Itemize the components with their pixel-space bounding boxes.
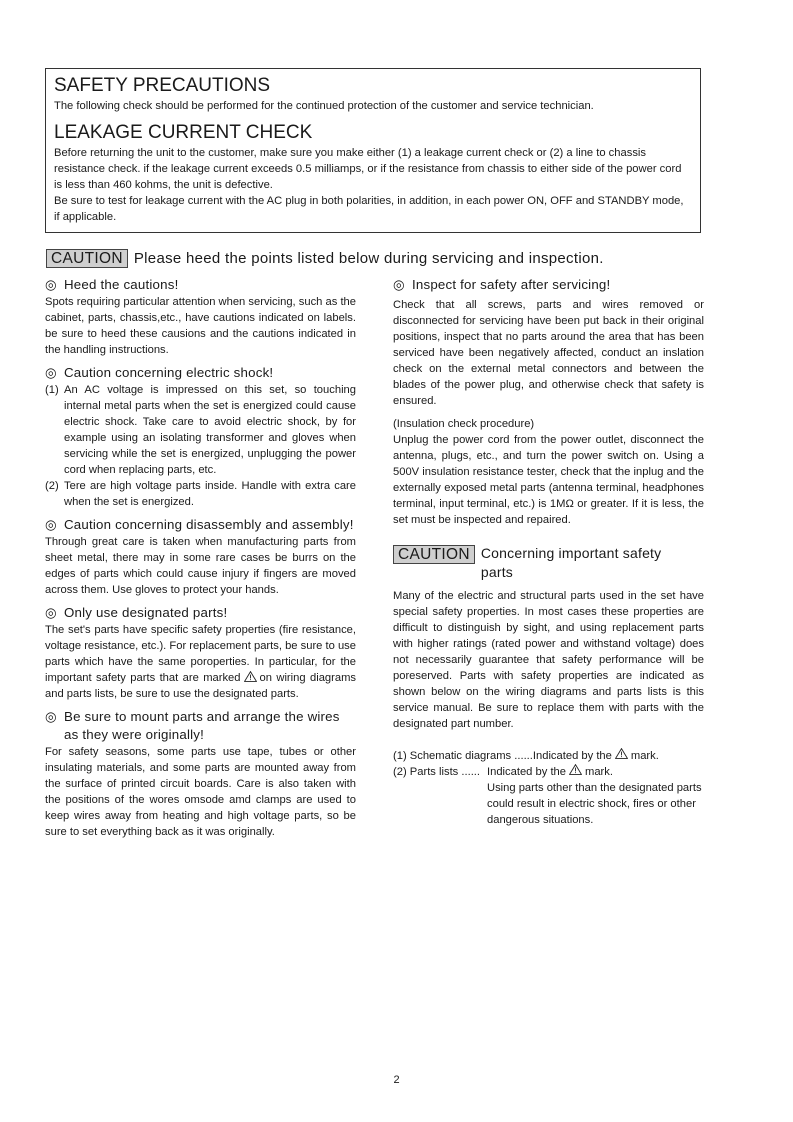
- mount-parts-text: For safety seasons, some parts use tape, tubes or other insulating materials, and some parts are mounted away from the surface of printed circuit boards. Care is also taken with the positions of the wores omsode amd clamps are used to keep wires away from heating and high voltage parts, so be sure to set everything back as it was originally.: [45, 746, 356, 838]
- double-circle-icon: ◎: [393, 277, 405, 292]
- list-item: (1) Schematic diagrams ...... Indicated by the mark.: [393, 750, 659, 762]
- double-circle-icon: ◎: [45, 365, 57, 380]
- heading-designated-parts: Only use designated parts!: [64, 605, 228, 620]
- warning-triangle-icon: [569, 764, 582, 775]
- safety-precautions-box: [45, 68, 701, 233]
- page-number: 2: [393, 1074, 400, 1086]
- list-item: (1) An AC voltage is impressed on this set, so touching internal metal parts when the set is energized could cause electric shock. Take care to avoid electric shock, by for example using an isolating transformer and gloves when servicing while the set is energized, unplugging the power cord when replacing parts, etc.: [45, 384, 356, 476]
- list-item: (2) Parts lists ...... Indicated by the mark.: [393, 766, 613, 778]
- heading-inspect-safety: Inspect for safety after servicing!: [412, 277, 611, 292]
- heading-heed-cautions: Heed the cautions!: [64, 277, 179, 292]
- caution-label: CAUTION: [393, 545, 475, 564]
- safety-precautions-text: The following check should be performed for the continued protection of the customer and service technician.: [54, 100, 594, 112]
- insulation-check-subheading: (Insulation check procedure): [393, 418, 535, 430]
- caution-important-parts-text: Concerning important safety parts: [480, 545, 662, 580]
- designated-parts-text: The set's parts have specific safety properties (fire resistance, voltage resistance, etc.). For replacement parts, be sure to use parts which have the same poroperties. In particular, for the important safety parts that are marked on wiring diagrams and parts lists, be sure to use the designated parts.: [45, 624, 356, 700]
- section-heading: [45, 708, 356, 744]
- caution-label: CAUTION: [46, 249, 128, 268]
- warning-triangle-icon: [244, 671, 257, 682]
- section-heading: [45, 364, 356, 382]
- parts-lists-note: Using parts other than the designated parts could result in electric shock, fires or other dangerous situations.: [487, 782, 702, 826]
- double-circle-icon: ◎: [45, 517, 57, 532]
- leakage-current-test-text: Be sure to test for leakage current with the AC plug in both polarities, in addition, in each power ON, OFF and STANDBY mode, if applicable.: [54, 195, 684, 223]
- insulation-check-text: Unplug the power cord from the power outlet, disconnect the antenna, plugs, etc., and turn the power switch on. Using a 500V insulation resistance tester, check that the inplug and the externally exposed metal parts (antenna terminal, headphones terminal, input terminal, etc.) is 1MΩ or greater. If it is less, the set must be inspected and repaired.: [393, 434, 704, 526]
- important-parts-text: Many of the electric and structural parts used in the set have special safety properties. In most cases these properties are difficult to distinguish by sight, and using replacement parts with higher ratings (rated power and withstand voltage) does not necessarily guarantee that safety performance will be poreserved. Parts with safety properties are indicated as shown below on the wiring diagrams and parts lists is this service manual. Be sure to replace them with parts with the designated part number.: [393, 590, 704, 730]
- parts-lists-lead: (2) Parts lists ......: [393, 766, 481, 778]
- caution-banner-text: Please heed the points listed below during servicing and inspection.: [133, 249, 604, 267]
- inspect-safety-text: Check that all screws, parts and wires removed or disconnected for servicing have been put back in their original positions, inspect that no parts around the area that has been serviced have been negatively affected, conduct an inslation check on the external metal connectors and between the blades of the power plug, and otherwise check that safety is ensured.: [393, 299, 704, 407]
- double-circle-icon: ◎: [45, 709, 57, 724]
- left-column: [45, 276, 356, 840]
- section-heading: [45, 516, 356, 534]
- section-heading: [393, 276, 704, 294]
- double-circle-icon: ◎: [45, 277, 57, 292]
- electric-shock-item-1: An AC voltage is impressed on this set, so touching internal metal parts when the set is energized could cause electric shock. Take care to avoid electric shock, by for example using an isolating transformer and gloves when servicing while the set is energized, unplugging the power cord when replacing parts, etc.: [64, 384, 356, 476]
- caution-banner: [46, 248, 604, 268]
- leakage-current-title: LEAKAGE CURRENT CHECK: [54, 122, 313, 143]
- heading-disassembly: Caution concerning disassembly and assembly!: [64, 517, 354, 532]
- right-column: [393, 276, 704, 828]
- heading-mount-parts: Be sure to mount parts and arrange the wires as they were originally!: [64, 709, 340, 742]
- heading-electric-shock: Caution concerning electric shock!: [64, 365, 274, 380]
- disassembly-text: Through great care is taken when manufacturing parts from sheet metal, there may in some rare cases be burrs on the edges of parts which could cause injury if fingers are moved across them. Use gloves to protect your hands.: [45, 536, 356, 596]
- list-item: (2) Tere are high voltage parts inside. Handle with extra care when the set is energized.: [45, 480, 356, 508]
- warning-triangle-icon: [615, 748, 628, 759]
- safety-precautions-title: SAFETY PRECAUTIONS: [54, 75, 271, 96]
- electric-shock-item-2: Tere are high voltage parts inside. Handle with extra care when the set is energized.: [64, 480, 356, 508]
- leakage-current-text: Before returning the unit to the customer, make sure you make either (1) a leakage current check or (2) a line to chassis resistance check. if the leakage current exceeds 0.5 milliamps, or if the resistance from chassis to either side of the power cord is less than 460 kohms, the unit is defective.: [54, 147, 682, 191]
- section-heading: [45, 276, 356, 294]
- heed-cautions-text: Spots requiring particular attention when servicing, such as the cabinet, parts, chassis,etc., have cautions indicated on labels. be sure to heed these causions and the cautions indicated in the handling instructions.: [45, 296, 356, 356]
- double-circle-icon: ◎: [45, 605, 57, 620]
- section-heading: [45, 604, 356, 622]
- schematic-diagrams-lead: (1) Schematic diagrams ......: [393, 750, 533, 762]
- caution-important-parts-banner: [393, 544, 704, 582]
